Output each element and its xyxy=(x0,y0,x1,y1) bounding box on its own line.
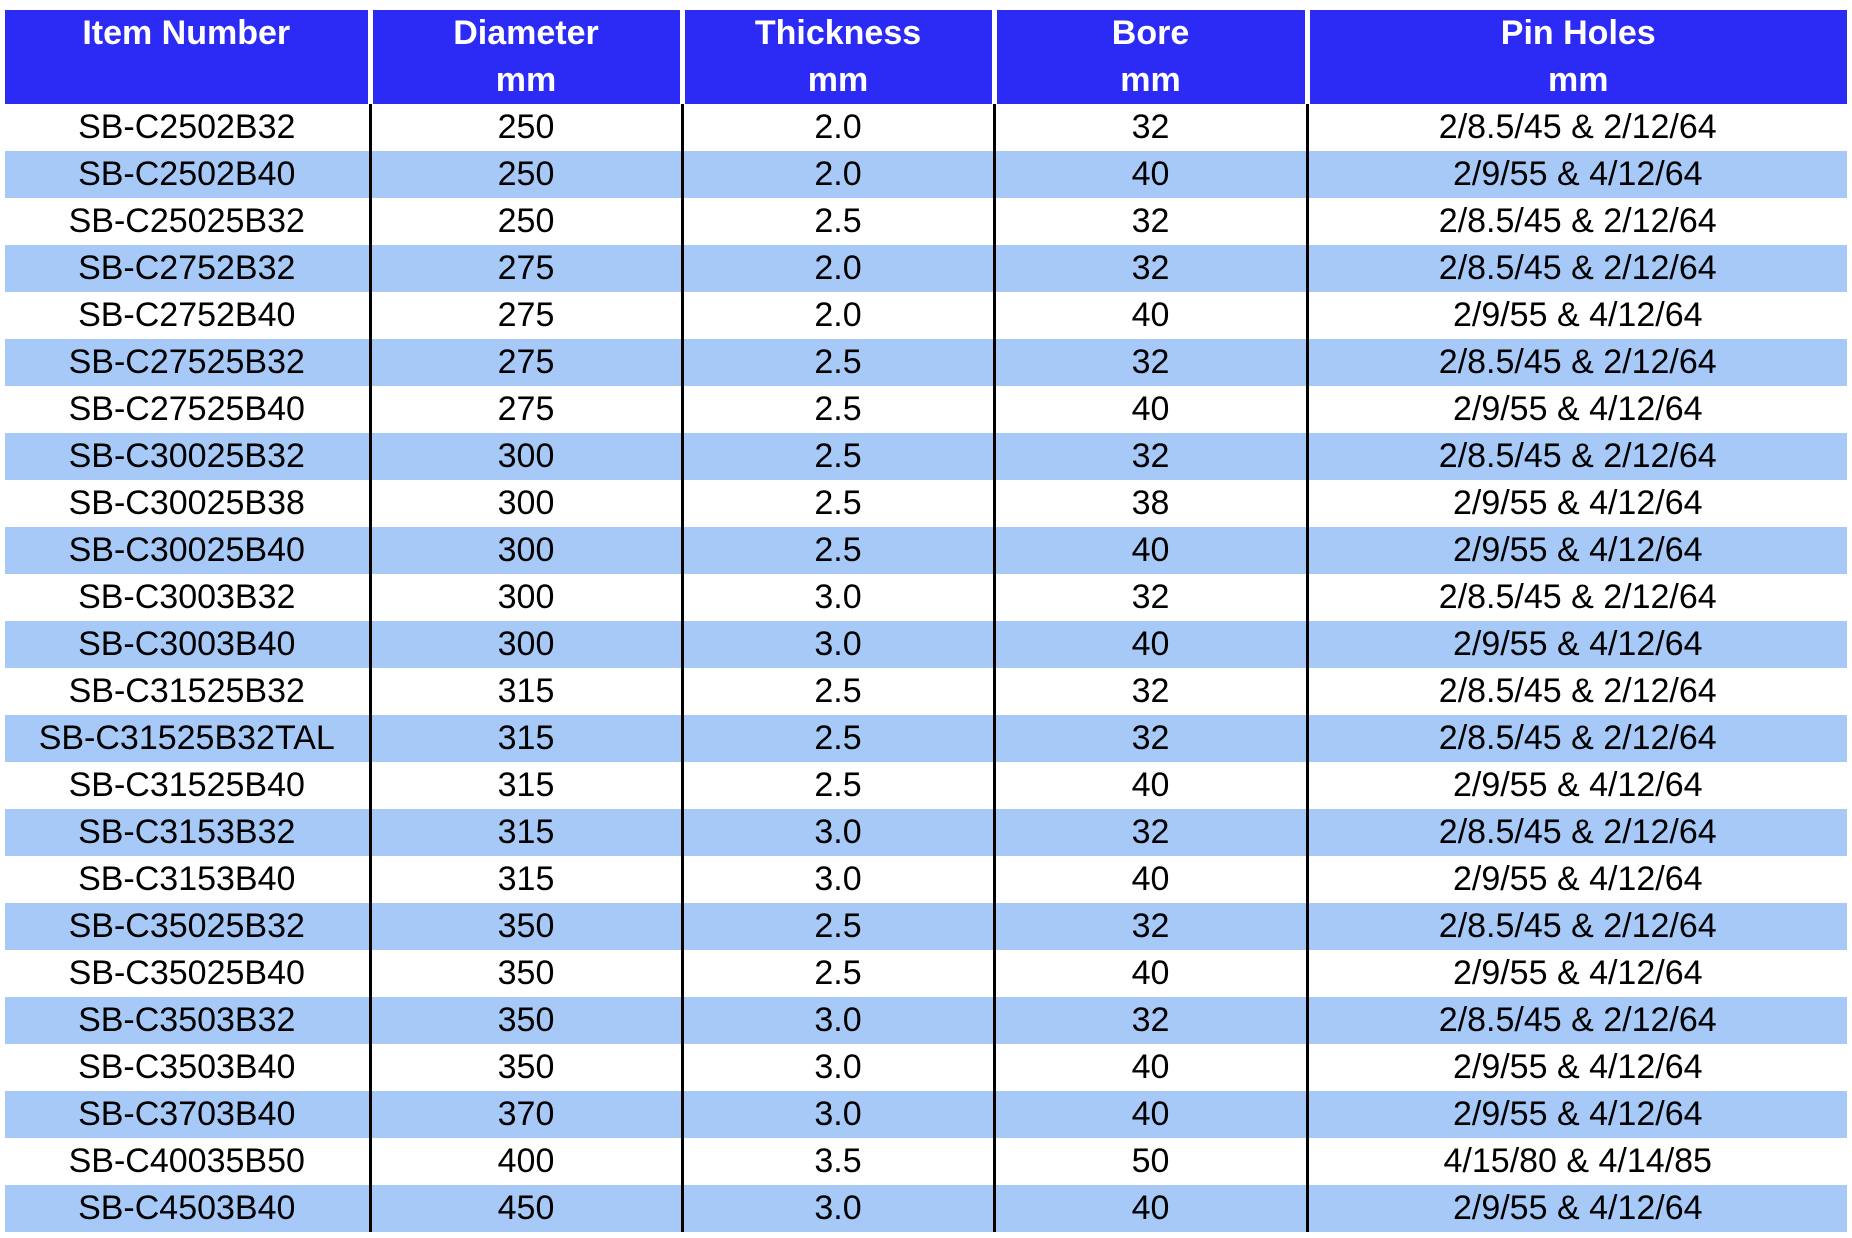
table-row xyxy=(5,856,1847,903)
diameter-cell: 315 xyxy=(370,668,682,715)
thickness-cell: 3.0 xyxy=(682,1185,994,1232)
thickness-cell: 2.5 xyxy=(682,903,994,950)
diameter-cell: 350 xyxy=(370,1044,682,1091)
header-thickness-unit: mm xyxy=(807,61,869,99)
header-pin-holes-label: Pin Holes xyxy=(1500,14,1656,52)
header-item-number-label: Item Number xyxy=(82,14,291,52)
item-number-cell: SB-C30025B32 xyxy=(5,433,370,480)
thickness-cell: 3.5 xyxy=(682,1138,994,1185)
header-bore-unit: mm xyxy=(1120,61,1181,99)
item-number-cell: SB-C3503B32 xyxy=(5,997,370,1044)
item-number-cell: SB-C31525B32TAL xyxy=(5,715,370,762)
table-row xyxy=(5,245,1847,292)
thickness-cell: 2.5 xyxy=(682,668,994,715)
spec-table xyxy=(5,10,1847,1232)
table-row xyxy=(5,151,1847,198)
table-row xyxy=(5,1091,1847,1138)
table-row xyxy=(5,1138,1847,1185)
thickness-cell: 2.0 xyxy=(682,151,994,198)
bore-cell: 32 xyxy=(994,668,1307,715)
table-row xyxy=(5,386,1847,433)
diameter-cell: 250 xyxy=(370,104,682,151)
table-row xyxy=(5,950,1847,997)
bore-cell: 32 xyxy=(994,574,1307,621)
diameter-cell: 250 xyxy=(370,151,682,198)
thickness-cell: 2.5 xyxy=(682,198,994,245)
thickness-cell: 2.5 xyxy=(682,480,994,527)
item-number-cell: SB-C3003B32 xyxy=(5,574,370,621)
table-row xyxy=(5,480,1847,527)
item-number-cell: SB-C35025B32 xyxy=(5,903,370,950)
thickness-cell: 2.5 xyxy=(682,762,994,809)
diameter-cell: 300 xyxy=(370,621,682,668)
pin-holes-cell: 2/8.5/45 & 2/12/64 xyxy=(1307,903,1847,950)
bore-cell: 32 xyxy=(994,104,1307,151)
table-row xyxy=(5,997,1847,1044)
item-number-cell: SB-C25025B32 xyxy=(5,198,370,245)
item-number-cell: SB-C2752B32 xyxy=(5,245,370,292)
pin-holes-cell: 2/9/55 & 4/12/64 xyxy=(1307,386,1847,433)
table-row xyxy=(5,668,1847,715)
thickness-cell: 3.0 xyxy=(682,1091,994,1138)
bore-cell: 40 xyxy=(994,386,1307,433)
table-row xyxy=(5,527,1847,574)
diameter-cell: 450 xyxy=(370,1185,682,1232)
header-item-number xyxy=(5,10,370,104)
bore-cell: 32 xyxy=(994,997,1307,1044)
pin-holes-cell: 2/8.5/45 & 2/12/64 xyxy=(1307,339,1847,386)
header-pin-holes-unit: mm xyxy=(1548,61,1609,99)
diameter-cell: 315 xyxy=(370,762,682,809)
thickness-cell: 3.0 xyxy=(682,574,994,621)
thickness-cell: 2.5 xyxy=(682,433,994,480)
thickness-cell: 2.5 xyxy=(682,715,994,762)
item-number-cell: SB-C3153B32 xyxy=(5,809,370,856)
diameter-cell: 275 xyxy=(370,339,682,386)
item-number-cell: SB-C3153B40 xyxy=(5,856,370,903)
bore-cell: 32 xyxy=(994,198,1307,245)
item-number-cell: SB-C4503B40 xyxy=(5,1185,370,1232)
table-row xyxy=(5,809,1847,856)
bore-cell: 32 xyxy=(994,433,1307,480)
bore-cell: 40 xyxy=(994,621,1307,668)
header-bore-label: Bore xyxy=(1111,14,1190,52)
item-number-cell: SB-C3703B40 xyxy=(5,1091,370,1138)
pin-holes-cell: 2/9/55 & 4/12/64 xyxy=(1307,1044,1847,1091)
header-thickness xyxy=(682,10,994,104)
pin-holes-cell: 2/8.5/45 & 2/12/64 xyxy=(1307,997,1847,1044)
diameter-cell: 350 xyxy=(370,950,682,997)
diameter-cell: 315 xyxy=(370,715,682,762)
diameter-cell: 350 xyxy=(370,997,682,1044)
pin-holes-cell: 4/15/80 & 4/14/85 xyxy=(1307,1138,1847,1185)
diameter-cell: 400 xyxy=(370,1138,682,1185)
table-header xyxy=(5,10,1847,104)
thickness-cell: 2.0 xyxy=(682,292,994,339)
bore-cell: 50 xyxy=(994,1138,1307,1185)
table-row xyxy=(5,1185,1847,1232)
bore-cell: 32 xyxy=(994,809,1307,856)
bore-cell: 40 xyxy=(994,292,1307,339)
bore-cell: 40 xyxy=(994,1091,1307,1138)
diameter-cell: 300 xyxy=(370,527,682,574)
bore-cell: 40 xyxy=(994,1185,1307,1232)
header-thickness-label: Thickness xyxy=(754,14,922,52)
thickness-cell: 2.0 xyxy=(682,104,994,151)
diameter-cell: 275 xyxy=(370,245,682,292)
diameter-cell: 315 xyxy=(370,856,682,903)
pin-holes-cell: 2/8.5/45 & 2/12/64 xyxy=(1307,198,1847,245)
thickness-cell: 3.0 xyxy=(682,809,994,856)
header-diameter-label: Diameter xyxy=(453,14,599,52)
diameter-cell: 275 xyxy=(370,386,682,433)
pin-holes-cell: 2/8.5/45 & 2/12/64 xyxy=(1307,809,1847,856)
diameter-cell: 250 xyxy=(370,198,682,245)
item-number-cell: SB-C27525B40 xyxy=(5,386,370,433)
table-body xyxy=(5,104,1847,1232)
thickness-cell: 2.5 xyxy=(682,339,994,386)
pin-holes-cell: 2/9/55 & 4/12/64 xyxy=(1307,527,1847,574)
table-row xyxy=(5,574,1847,621)
header-pin-holes xyxy=(1307,10,1847,104)
item-number-cell: SB-C31525B40 xyxy=(5,762,370,809)
item-number-cell: SB-C40035B50 xyxy=(5,1138,370,1185)
item-number-cell: SB-C31525B32 xyxy=(5,668,370,715)
bore-cell: 40 xyxy=(994,950,1307,997)
thickness-cell: 2.0 xyxy=(682,245,994,292)
diameter-cell: 300 xyxy=(370,433,682,480)
item-number-cell: SB-C35025B40 xyxy=(5,950,370,997)
item-number-cell: SB-C2752B40 xyxy=(5,292,370,339)
thickness-cell: 3.0 xyxy=(682,1044,994,1091)
thickness-cell: 3.0 xyxy=(682,997,994,1044)
table-row xyxy=(5,292,1847,339)
table-row xyxy=(5,339,1847,386)
item-number-cell: SB-C27525B32 xyxy=(5,339,370,386)
diameter-cell: 370 xyxy=(370,1091,682,1138)
bore-cell: 32 xyxy=(994,903,1307,950)
item-number-cell: SB-C2502B32 xyxy=(5,104,370,151)
item-number-cell: SB-C30025B40 xyxy=(5,527,370,574)
diameter-cell: 300 xyxy=(370,574,682,621)
pin-holes-cell: 2/9/55 & 4/12/64 xyxy=(1307,1185,1847,1232)
pin-holes-cell: 2/9/55 & 4/12/64 xyxy=(1307,292,1847,339)
thickness-cell: 3.0 xyxy=(682,621,994,668)
bore-cell: 32 xyxy=(994,715,1307,762)
pin-holes-cell: 2/9/55 & 4/12/64 xyxy=(1307,151,1847,198)
bore-cell: 40 xyxy=(994,762,1307,809)
table-row xyxy=(5,1044,1847,1091)
table-row xyxy=(5,621,1847,668)
bore-cell: 40 xyxy=(994,527,1307,574)
pin-holes-cell: 2/9/55 & 4/12/64 xyxy=(1307,950,1847,997)
header-diameter-unit: mm xyxy=(495,61,557,99)
header-diameter xyxy=(370,10,682,104)
pin-holes-cell: 2/9/55 & 4/12/64 xyxy=(1307,480,1847,527)
thickness-cell: 2.5 xyxy=(682,527,994,574)
pin-holes-cell: 2/9/55 & 4/12/64 xyxy=(1307,1091,1847,1138)
thickness-cell: 2.5 xyxy=(682,386,994,433)
pin-holes-cell: 2/8.5/45 & 2/12/64 xyxy=(1307,574,1847,621)
pin-holes-cell: 2/8.5/45 & 2/12/64 xyxy=(1307,668,1847,715)
table-row xyxy=(5,762,1847,809)
pin-holes-cell: 2/8.5/45 & 2/12/64 xyxy=(1307,433,1847,480)
pin-holes-cell: 2/9/55 & 4/12/64 xyxy=(1307,762,1847,809)
bore-cell: 40 xyxy=(994,1044,1307,1091)
pin-holes-cell: 2/8.5/45 & 2/12/64 xyxy=(1307,715,1847,762)
thickness-cell: 2.5 xyxy=(682,950,994,997)
bore-cell: 40 xyxy=(994,856,1307,903)
table-row xyxy=(5,433,1847,480)
table-row xyxy=(5,903,1847,950)
pin-holes-cell: 2/9/55 & 4/12/64 xyxy=(1307,621,1847,668)
bore-cell: 32 xyxy=(994,339,1307,386)
bore-cell: 40 xyxy=(994,151,1307,198)
diameter-cell: 315 xyxy=(370,809,682,856)
diameter-cell: 275 xyxy=(370,292,682,339)
pin-holes-cell: 2/8.5/45 & 2/12/64 xyxy=(1307,104,1847,151)
item-number-cell: SB-C3003B40 xyxy=(5,621,370,668)
thickness-cell: 3.0 xyxy=(682,856,994,903)
diameter-cell: 350 xyxy=(370,903,682,950)
bore-cell: 32 xyxy=(994,245,1307,292)
table-row xyxy=(5,198,1847,245)
table-row xyxy=(5,104,1847,151)
header-row xyxy=(5,10,1847,104)
item-number-cell: SB-C2502B40 xyxy=(5,151,370,198)
item-number-cell: SB-C30025B38 xyxy=(5,480,370,527)
bore-cell: 38 xyxy=(994,480,1307,527)
diameter-cell: 300 xyxy=(370,480,682,527)
pin-holes-cell: 2/8.5/45 & 2/12/64 xyxy=(1307,245,1847,292)
table-row xyxy=(5,715,1847,762)
pin-holes-cell: 2/9/55 & 4/12/64 xyxy=(1307,856,1847,903)
header-bore xyxy=(994,10,1307,104)
item-number-cell: SB-C3503B40 xyxy=(5,1044,370,1091)
